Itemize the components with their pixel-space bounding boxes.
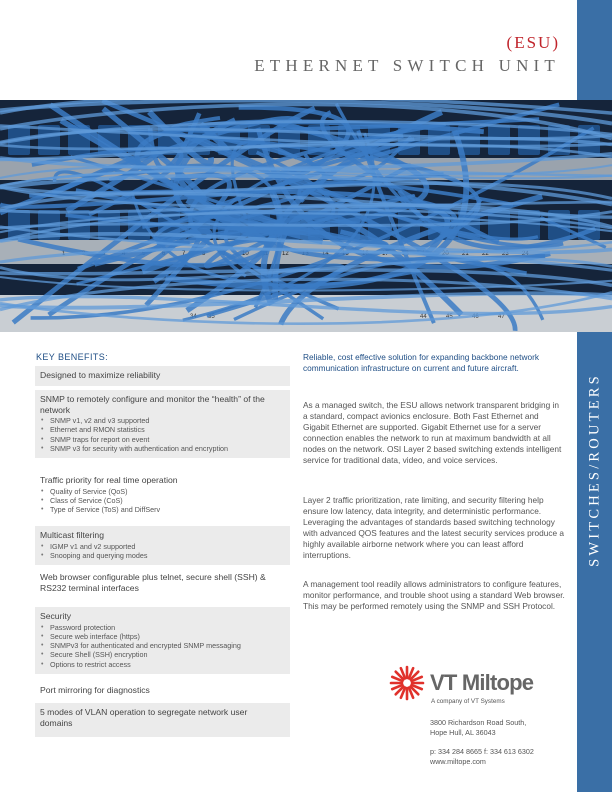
- port-label: 4: [122, 251, 126, 257]
- bullet-item: • Options to restrict access: [40, 660, 284, 669]
- benefits-heading: KEY BENEFITS:: [36, 352, 109, 362]
- port-label: 35: [208, 314, 215, 320]
- company-tagline: A company of VT Systems: [431, 698, 505, 705]
- port-label: 16: [362, 251, 369, 257]
- bullet-item: • SNMP v1, v2 and v3 supported: [40, 416, 284, 425]
- port-label: 10: [242, 251, 249, 257]
- benefit-multicast: [35, 526, 290, 565]
- product-code: (ESU): [506, 33, 560, 52]
- bullet-item: • IGMP v1 and v2 supported: [40, 542, 284, 551]
- port-label: 21: [462, 251, 469, 257]
- port-label: 23: [502, 251, 509, 257]
- bullet-item: • Type of Service (ToS) and DiffServ: [40, 505, 284, 514]
- port-label: 17: [382, 251, 389, 257]
- benefit-vlan: [35, 703, 290, 737]
- benefit-bullets: [40, 623, 284, 669]
- phone-fax: p: 334 284 8665 f: 334 613 6302: [430, 747, 534, 756]
- bullet-item: • Secure web interface (https): [40, 632, 284, 641]
- benefit-port-mirroring: [35, 681, 290, 701]
- port-label: 7: [182, 251, 186, 257]
- benefit-bullets: [40, 416, 284, 453]
- category-label: SWITCHES/ROUTERS: [586, 373, 602, 567]
- company-logo-name: VT Miltope: [430, 670, 534, 695]
- benefit-title: Security: [40, 611, 72, 621]
- port-label: 6: [162, 251, 166, 257]
- benefit-title: Port mirroring for diagnostics: [40, 685, 150, 695]
- port-label: 2: [82, 251, 86, 257]
- bullet-item: • Quality of Service (QoS): [40, 487, 284, 496]
- benefit-title: SNMP to remotely configure and monitor the “health” of the network: [40, 394, 265, 415]
- bullet-item: • Secure Shell (SSH) encryption: [40, 650, 284, 659]
- bullet-item: • Ethernet and RMON statistics: [40, 425, 284, 434]
- bullet-item: • SNMP v3 for security with authentication and encryption: [40, 444, 284, 453]
- benefit-snmp: [35, 390, 290, 458]
- benefit-title: Multicast filtering: [40, 530, 104, 540]
- benefit-bullets: [40, 542, 284, 561]
- port-label: 34: [190, 314, 197, 320]
- port-label: 20: [442, 251, 449, 257]
- port-label: 3: [102, 251, 106, 257]
- benefit-security: [35, 607, 290, 674]
- port-label: 45: [446, 314, 453, 320]
- bullet-item: • Password protection: [40, 623, 284, 632]
- website-link[interactable]: www.miltope.com: [430, 757, 486, 766]
- port-label: 15: [342, 251, 349, 257]
- bullet-item: • Snooping and querying modes: [40, 551, 284, 560]
- benefit-title: Traffic priority for real time operation: [40, 475, 178, 485]
- benefit-bullets: [40, 487, 284, 515]
- body-paragraph: Layer 2 traffic prioritization, rate limiting, and security filtering help ensure low latency, data integrity, and deterministic performance. Leveraging the advantages of standards based switching technology with advanced QOS features and the latest security services produce a highly available airborne network where you can least afford interruptions.: [303, 495, 565, 560]
- intro-statement: Reliable, cost effective solution for expanding backbone network communication infrastructure on current and future aircraft.: [303, 352, 539, 373]
- starburst-logo-icon: [389, 665, 425, 701]
- port-label: 24: [522, 251, 529, 257]
- port-label: 22: [482, 251, 489, 257]
- port-label: 44: [420, 314, 427, 320]
- patch-panel-image: [0, 100, 612, 332]
- benefit-title: 5 modes of VLAN operation to segregate network user domains: [40, 707, 248, 728]
- port-label: 18: [402, 251, 409, 257]
- port-label: 1: [62, 251, 66, 257]
- port-label: 46: [472, 314, 479, 320]
- port-label: 11: [262, 251, 269, 257]
- port-label: 9: [222, 251, 226, 257]
- port-label: 5: [142, 251, 146, 257]
- address-line-1: 3800 Richardson Road South,: [430, 718, 527, 727]
- benefit-web-config: [35, 568, 290, 598]
- port-label: 12: [282, 251, 289, 257]
- port-label: 13: [302, 251, 309, 257]
- hero-photo: [0, 100, 612, 332]
- port-label: 8: [202, 251, 206, 257]
- benefit-title: Web browser configurable plus telnet, secure shell (SSH) & RS232 terminal interfaces: [40, 572, 266, 593]
- page-title: ETHERNET SWITCH UNIT: [254, 56, 560, 75]
- port-label: 47: [498, 314, 505, 320]
- port-label: 19: [422, 251, 429, 257]
- port-label: 14: [322, 251, 329, 257]
- bullet-item: • SNMP traps for report on event: [40, 435, 284, 444]
- benefit-traffic-priority: [35, 471, 290, 519]
- benefit-title: Designed to maximize reliability: [40, 370, 161, 380]
- bullet-item: • SNMPv3 for authenticated and encrypted SNMP messaging: [40, 641, 284, 650]
- bullet-item: • Class of Service (CoS): [40, 496, 284, 505]
- address-line-2: Hope Hull, AL 36043: [430, 728, 496, 737]
- body-paragraph: As a managed switch, the ESU allows network transparent bridging in a standard, compact avionics enclosure. Both Fast Ethernet and Gigabit Ethernet are supported. Gigabit Ethernet use for a server connection enables the network to run at maximum bandwidth at all nodes on the network. OSI Layer 2 based switching extends intelligent service for traditional data, video, and voice services.: [303, 400, 562, 465]
- body-paragraph: A management tool readily allows administrators to configure features, monitor performance, and trouble shoot using a standard Web browser. This may be performed remotely using the SNMP and SSH Protocol.: [303, 579, 565, 611]
- benefit-reliability: [35, 366, 290, 386]
